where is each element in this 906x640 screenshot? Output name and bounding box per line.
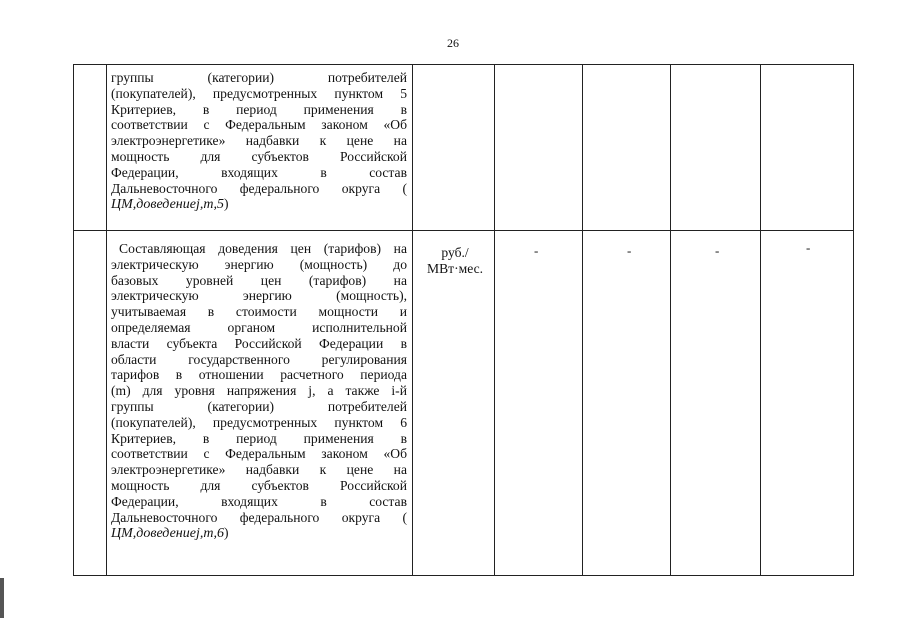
- row-2-value-1: -: [534, 243, 539, 258]
- row-2-line: определяемая органом исполнительной: [111, 319, 407, 335]
- row-2-line: области государственного регулирования: [111, 351, 407, 367]
- row-2-line: электроэнергетике» надбавки к цене на: [111, 462, 407, 478]
- row-2-line: тарифов в отношении расчетного периода: [111, 367, 407, 383]
- formula-subscript: j,m,5: [195, 197, 224, 213]
- row-1-line: группы (категории) потребителей: [111, 70, 407, 85]
- row-2-line: мощность для субъектов Российской: [111, 477, 407, 493]
- unit-line: МВт·мес.: [426, 260, 484, 276]
- formula-close: ): [223, 196, 229, 212]
- row-2-line: Составляющая доведения цен (тарифов) на: [119, 241, 407, 256]
- row-2-line: учитываемая в стоимости мощности и: [111, 304, 407, 320]
- formula-subscript: j,m,6: [195, 526, 224, 542]
- row-2-line: базовых уровней цен (тарифов) на: [111, 272, 407, 288]
- formula-superscript: М,доведение: [121, 526, 196, 542]
- unit-line: руб./: [441, 245, 469, 260]
- row-1-description: [111, 70, 407, 213]
- row-2-unit: [416, 245, 494, 277]
- row-1-formula: [111, 196, 407, 213]
- row-2-line: (покупателей), предусмотренных пунктом 6: [111, 414, 407, 430]
- row-2-value-2: -: [627, 243, 632, 258]
- row-2-line: соответствии с Федеральным законом «Об: [111, 446, 407, 462]
- row-2-line: электрическую энергию (мощность),: [111, 288, 407, 304]
- formula-close: ): [223, 525, 229, 541]
- formula-base: Ц: [111, 197, 122, 213]
- row-2-line: группы (категории) потребителей: [111, 398, 407, 414]
- row-2-formula: [111, 525, 407, 542]
- row-2-description: [111, 241, 407, 542]
- formula-base: Ц: [111, 526, 122, 542]
- row-1-line: Федерации, входящих в состав: [111, 164, 407, 180]
- row-1-line: электроэнергетике» надбавки к цене на: [111, 133, 407, 149]
- row-2-line: (m) для уровня напряжения j, а также i-й: [111, 383, 407, 399]
- row-2-value-3: -: [715, 243, 720, 258]
- page-number: 26: [447, 36, 459, 50]
- row-2-line: власти субъекта Российской Федерации в: [111, 335, 407, 351]
- row-1-line: соответствии с Федеральным законом «Об: [111, 117, 407, 133]
- row-2-line: Федерации, входящих в состав: [111, 493, 407, 509]
- row-2-line: Критериев, в период применения в: [111, 430, 407, 446]
- row-1-line: (покупателей), предусмотренных пунктом 5: [111, 85, 407, 101]
- scan-edge-mark: [0, 578, 4, 618]
- row-1-line: мощность для субъектов Российской: [111, 148, 407, 164]
- row-2-line: Дальневосточного федерального округа (: [111, 509, 407, 525]
- row-2-line: электрическую энергию (мощность) до: [111, 256, 407, 272]
- row-1-line: Дальневосточного федерального округа (: [111, 180, 407, 196]
- formula-superscript: М,доведение: [121, 197, 196, 213]
- row-1-line: Критериев, в период применения в: [111, 101, 407, 117]
- row-2-value-4: -: [806, 240, 811, 255]
